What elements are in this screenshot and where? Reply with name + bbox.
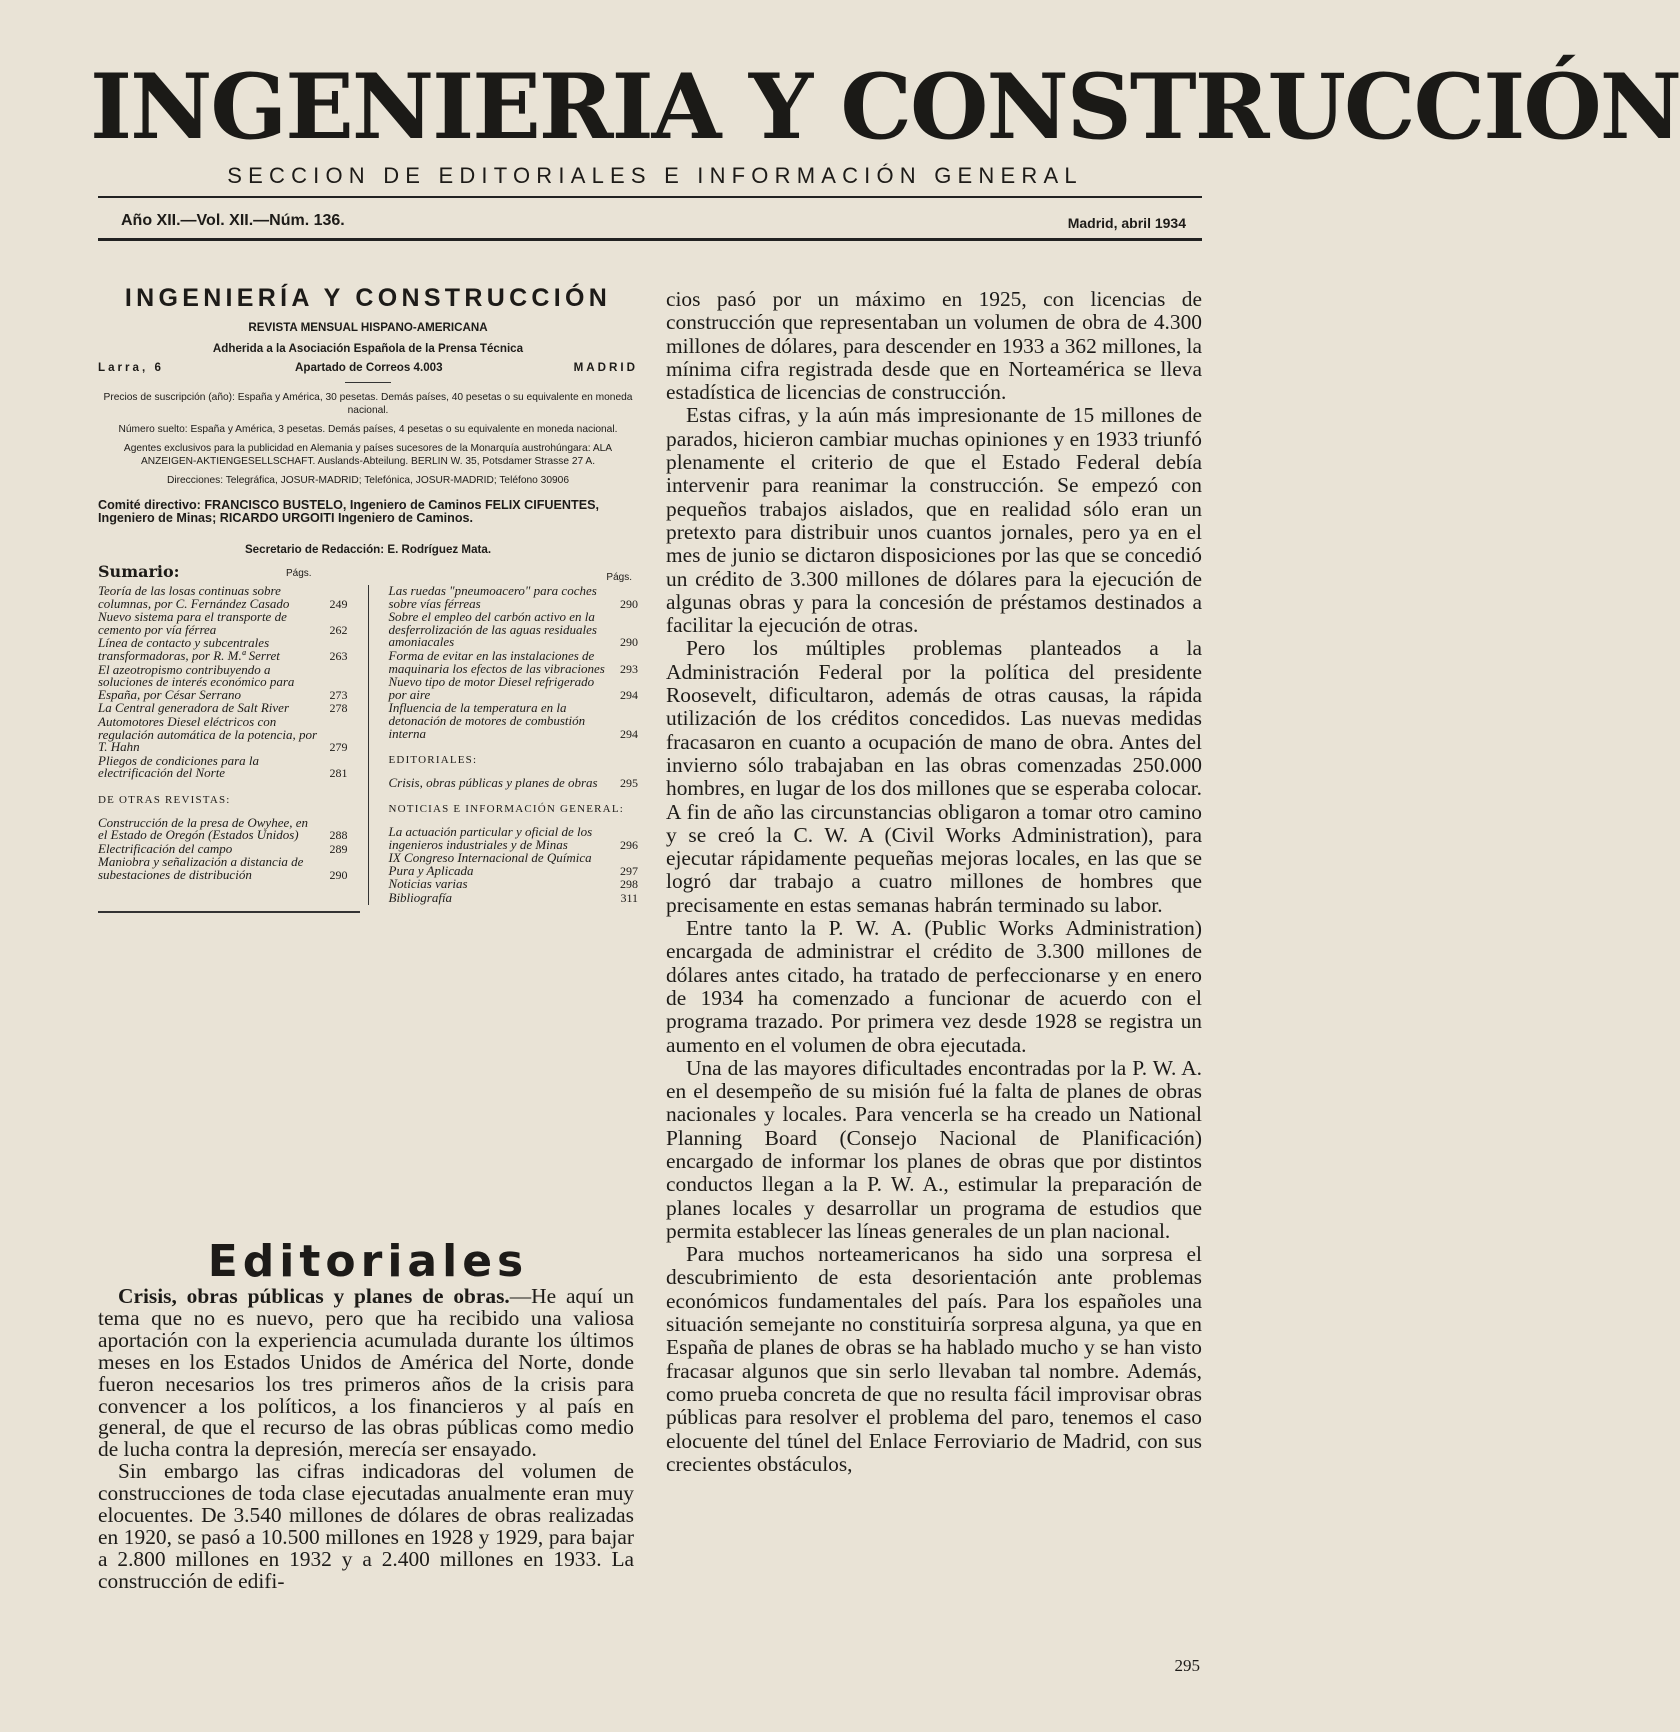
article-paragraph: Para muchos norteamericanos ha sido una sorpresa el descubrimiento de esta desorientación ante problemas económicos fundamentales del país. Para los españoles una situación semejante no constituiría sorpresa alguna, ya que en España de planes de obras se ha hablado mucho y se han visto fracasar algunos que sin serlo llevaban tal nombre. Además, como prueba concreta de que no resulta fácil improvisar obras públicas para resolver el problema del paro, tenemos el caso elocuente del túnel del Enlace Ferroviario de Madrid, con sus crecientes obstáculos,: [666, 1242, 1202, 1476]
summary-entry-title: Noticias varias: [388, 876, 468, 892]
summary-entry: [389, 611, 639, 649]
article-right-column: [666, 288, 1202, 1476]
summary-entry-title: Crisis, obras públicas y planes de obras: [388, 774, 598, 790]
summary-entry-title: Influencia de la temperatura en la detonación de motores de combustión interna: [388, 700, 586, 741]
masthead-title: INGENIERIA Y CONSTRUCCIÓN: [90, 54, 1680, 160]
article-left-column: [98, 1286, 634, 1593]
publication-subtitle: REVISTA MENSUAL HISPANO-AMERICANA: [248, 321, 488, 334]
issue-info: Año XII.—Vol. XII.—Núm. 136.: [121, 212, 345, 229]
directive-committee: Comité directivo: FRANCISCO BUSTELO, Ingeniero de Caminos FELIX CIFUENTES, Ingeniero de Minas; RICARDO URGOITI Ingeniero de Caminos.: [98, 498, 600, 525]
article-paragraph: Sin embargo las cifras indicadoras del volumen de construcciones de toda clase ejecutadas anualmente eran muy elocuentes. De 3.540 millones de dólares de obras realizadas en 1920, se pasó a 10.500 millones en 1928 y 1929, para bajar a 2.800 millones en 1932 y a 2.400 millones en 1933. La construcción de edifi-: [98, 1459, 634, 1593]
article-paragraph: Pero los múltiples problemas planteados a la Administración Federal por la política del presidente Roosevelt, dificultaron, además de otras causas, la rápida utilización de los créditos concedidos. Las nuevas medidas fracasaron en cuanto a ocupación de mano de obra. Antes del invierno sólo trabajaban en las obras comenzadas 250.000 hombres, en lugar de los dos millones que se esperaba colocar. A fin de año las circunstancias obligaron a tomar otro camino y se creó la C. W. A (Civil Works Administration), para ejecutar rápidamente pequeñas mejoras locales, en las que se logró dar trabajo a cuatro millones de hombres que precisamente en estas semanas habrán terminado su labor.: [666, 636, 1202, 917]
publication-info: [98, 283, 638, 913]
summary-entry-title: La actuación particular y oficial de los ingenieros industriales y de Minas: [388, 823, 593, 852]
adherida-line: Adherida a la Asociación Española de la Prensa Técnica: [212, 342, 524, 355]
summary-entry: [389, 676, 639, 701]
summary-title: Sumario:: [98, 562, 180, 581]
summary-entry-page: 262: [329, 622, 348, 637]
summary-entry-page: 311: [620, 890, 638, 905]
divider: [345, 382, 391, 383]
summary-right-column: [369, 585, 639, 905]
summary-entry: [98, 611, 348, 636]
single-issue-price: Número suelto: España y América, 3 pesetas. Demás países, 4 pesetas o su equivalente en moneda nacional.: [118, 424, 618, 435]
summary-entry-page: 290: [329, 867, 348, 882]
summary-left-column: [98, 585, 369, 905]
article-paragraph: Estas cifras, y la aún más impresionante de 15 millones de parados, hicieron cambiar muchas opiniones y en 1933 triunfó plenamente el criterio de que el Estado Federal debía intervenir para reanimar la construcción. Se empezó con pequeños trabajos aislados, que en realidad sólo eran un pretexto para distribuir unos cuantos jornales, pero ya en el mes de junio se dictaron disposiciones por las que se concedió un crédito de 3.300 millones de dólares para la ejecución de algunas obras y para la concesión de préstamos destinados a facilitar la ejecución de otras.: [666, 403, 1202, 638]
advertising-agents: Agentes exclusivos para la publicidad en Alemania y países sucesores de la Monarquía austrohúngara: ALA ANZEIGEN-AKTIENGESELLSCHAFT. Auslands-Abteilung. BERLIN W. 35, Potsdamer Strasse 27 A.: [123, 443, 613, 467]
editoriales-heading: Editoriales: [207, 1236, 529, 1287]
header-rule: [98, 238, 1202, 241]
summary-entry-title: Bibliografía: [388, 889, 453, 905]
summary-entry: [98, 713, 348, 755]
summary-entry-page: 295: [620, 775, 638, 790]
summary-entry: [388, 823, 639, 852]
summary-columns: [98, 585, 638, 905]
summary-entry: [98, 856, 348, 881]
summary-entry-title: Maniobra y señalización a distancia de subestaciones de distribución: [98, 854, 304, 882]
issue-date: Madrid, abril 1934: [1067, 215, 1186, 231]
addresses: Direcciones: Telegráfica, JOSUR-MADRID; Telefónica, JOSUR-MADRID; Teléfono 30906: [167, 475, 569, 486]
subscription-prices: Precios de suscripción (año): España y América, 30 pesetas. Demás países, 40 pesetas o su equivalente en moneda nacional.: [103, 392, 633, 416]
summary-entry-page: 290: [620, 635, 638, 650]
summary-entry: [388, 889, 639, 905]
summary-entry: [98, 637, 348, 662]
summary-entry-page: 293: [620, 661, 638, 676]
summary-entry-page: 298: [620, 877, 638, 892]
summary-entry-title: El azeotropismo contribuyendo a soluciones de interés económico para España, por César Serrano: [98, 661, 295, 702]
article-paragraph: Entre tanto la P. W. A. (Public Works Administration) encargada de administrar el crédito de 3.300 millones de dólares antes citado, ha tratado de perfeccionarse y en enero de 1934 ha comenzado a funcionar de acuerdo con el programa trazado. Por primera vez desde 1928 se registra un aumento en el volumen de obra ejecutada.: [666, 916, 1202, 1057]
summary-entry-page: 281: [329, 766, 348, 781]
summary-entry-title: IX Congreso Internacional de Química Pura y Aplicada: [388, 850, 592, 878]
summary-entry-page: 279: [329, 740, 348, 755]
summary-entry-title: Nuevo sistema para el transporte de cemento por vía férrea: [98, 609, 287, 637]
address-po-box: Apartado de Correos 4.003: [294, 361, 443, 374]
summary-bottom-rule: [98, 911, 360, 913]
summary-entry-title: Electrificación del campo: [98, 840, 233, 856]
summary-entry: [389, 852, 639, 877]
summary-entry-title: Línea de contacto y subcentrales transformadoras, por R. M.ª Serret: [98, 635, 280, 663]
section-line: SECCION DE EDITORIALES E INFORMACIÓN GENERAL: [227, 163, 1083, 188]
summary-entry-title: Automotores Diesel eléctricos con regulación automática de la potencia, por T. Hahn: [98, 713, 318, 755]
summary-entry-page: 249: [329, 596, 348, 611]
summary-entry-page: 294: [620, 687, 638, 702]
secretary: Secretario de Redacción: E. Rodríguez Mata.: [244, 543, 492, 556]
noticias-head: NOTICIAS E INFORMACIÓN GENERAL:: [388, 803, 625, 816]
summary-entry: [388, 774, 639, 790]
editoriales-head: EDITORIALES:: [388, 754, 478, 767]
article-paragraph: cios pasó por un máximo en 1925, con licencias de construcción que representaban un volumen de obra de 4.300 millones de dólares, para descender en 1933 a 362 millones, la mínima cifra registrada desde que en Norteamérica se lleva estadística de licencias de construcción.: [666, 287, 1202, 405]
summary-entry: [389, 702, 639, 740]
summary-entry-title: Las ruedas "pneumoacero" para coches sobre vías férreas: [388, 583, 597, 611]
article-paragraph: Crisis, obras públicas y planes de obras.—He aquí un tema que no es nuevo, pero que ha recibido una valiosa aportación con la experiencia acumulada durante los últimos meses en los Estados Unidos de América del Norte, donde fueron necesarios los tres primeros años de la crisis para convencer a los políticos, a los financieros y al país en general, de que el recurso de las obras públicas como medio de lucha contra la depresión, merecía ser ensayado.: [98, 1284, 634, 1462]
article-title: Crisis, obras públicas y planes de obras.: [118, 1284, 510, 1308]
summary-header: [98, 562, 638, 581]
summary-entry-page: 290: [620, 596, 638, 611]
summary-entry-title: Forma de evitar en las instalaciones de maquinaria los efectos de las vibraciones: [388, 647, 605, 676]
summary-entry-page: 273: [329, 687, 348, 702]
summary-entry-page: 297: [620, 863, 638, 878]
summary-entry-title: Nuevo tipo de motor Diesel refrigerado por aire: [388, 674, 595, 702]
top-rule: [98, 196, 1202, 198]
summary-entry: [98, 814, 348, 843]
summary-entry-title: Sobre el empleo del carbón activo en la desferrolización de las aguas residuales amoniacales: [388, 609, 597, 650]
address-city: MADRID: [573, 361, 638, 374]
summary-entry: [98, 752, 348, 781]
pags-label-left: Págs.: [286, 568, 312, 579]
summary-entry-title: La Central generadora de Salt River: [98, 700, 290, 716]
summary-entry-title: Teoría de las losas continuas sobre columnas, por C. Fernández Casado: [98, 583, 290, 611]
pags-label-right: Págs.: [606, 572, 632, 583]
summary-entry-title: Pliegos de condiciones para la electrificación del Norte: [98, 752, 260, 781]
publication-title: INGENIERÍA Y CONSTRUCCIÓN: [124, 284, 612, 312]
summary-entry-page: 278: [329, 701, 348, 716]
address-line: [98, 361, 638, 374]
summary-entry-page: 289: [329, 841, 348, 856]
summary-entry: [98, 585, 348, 610]
summary-entry-page: 288: [329, 828, 348, 843]
summary-entry-page: 296: [620, 837, 638, 852]
summary-entry-page: 263: [329, 648, 348, 663]
summary-entry: [389, 585, 639, 610]
article-paragraph: Una de las mayores dificultades encontradas por la P. W. A. en el desempeño de su misión fué la falta de planes de obras nacionales y locales. Para vencerla se ha creado un National Planning Board (Consejo Nacional de Planificación) encargado de informar los planes de obras que por distintos conductos llegan a la P. W. A., estimular la preparación de planes locales y desarrollar un programa de estudios que permita establecer las líneas generales de un plan nacional.: [666, 1055, 1202, 1243]
summary-entry-title: Construcción de la presa de Owyhee, en el Estado de Oregón (Estados Unidos): [98, 814, 308, 843]
page-number: 295: [1174, 1656, 1200, 1675]
otras-revistas-head: DE OTRAS REVISTAS:: [98, 793, 231, 806]
summary-entry: [388, 647, 639, 676]
address-street: Larra, 6: [98, 361, 164, 374]
summary-entry: [98, 661, 348, 702]
summary-entry-page: 294: [620, 726, 638, 741]
